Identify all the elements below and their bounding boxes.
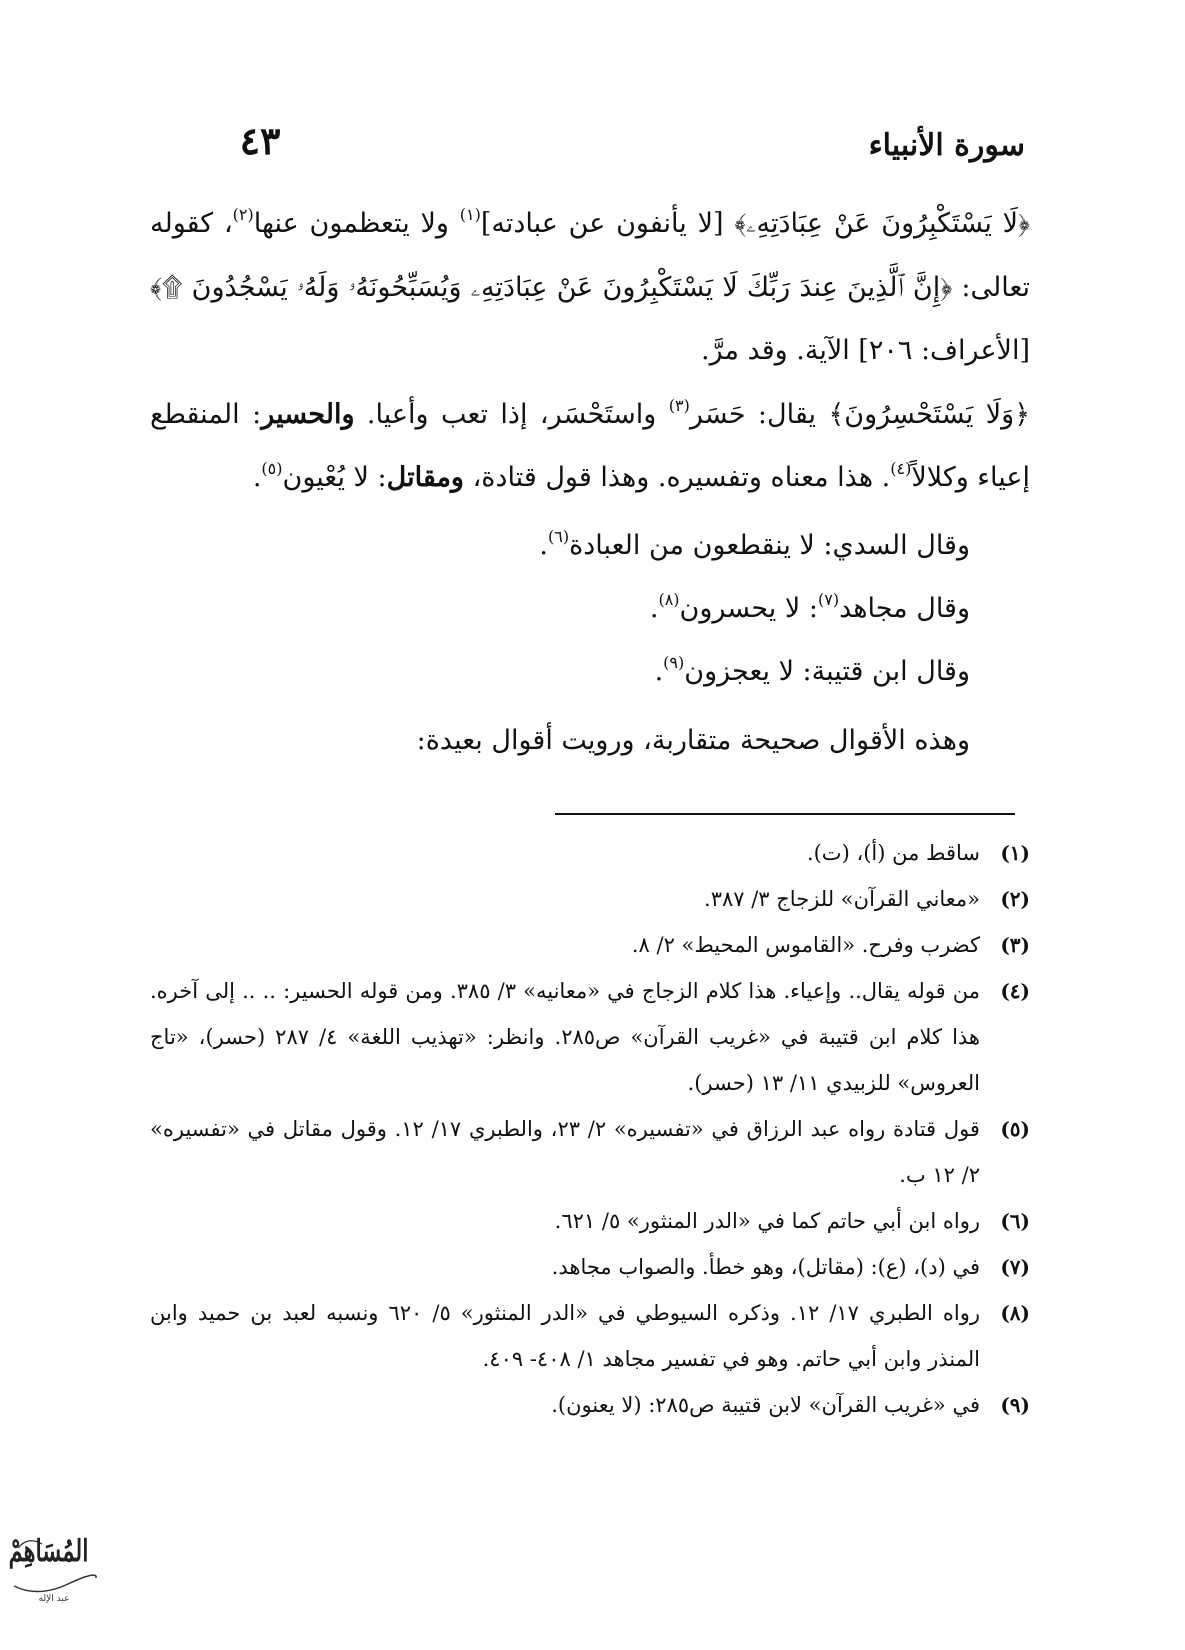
- footnote-item: [150, 1244, 1030, 1290]
- footnote-ref[interactable]: (٧): [818, 589, 840, 609]
- footnote-item: [150, 922, 1030, 968]
- stamp-subtext: عبد الإله: [38, 1594, 70, 1604]
- footnote-item: [150, 830, 1030, 876]
- footnote-number: (١): [1000, 841, 1030, 865]
- footnote-text: رواه الطبري ١٧/ ١٢. وذكره السيوطي في «الدر المنثور» ٥/ ٦٢٠ ونسبه لعبد بن حميد وابن المنذر وابن أبي حاتم. وهو في تفسير مجاهد ١/ ٤٠٨- ٤٠٩.: [150, 1301, 980, 1371]
- quran-verse: ﴿لَا يَسْتَكْبِرُونَ عَنْ عِبَادَتِهِۦ﴾: [734, 208, 1030, 239]
- quran-verse: ﴿إِنَّ ٱلَّذِينَ عِندَ رَبِّكَ لَا يَسْتَكْبِرُونَ عَنْ عِبَادَتِهِۦ وَيُسَبِّحُونَهُۥ وَلَهُۥ يَسْجُدُونَ ۩﴾: [150, 271, 953, 303]
- main-text: [150, 192, 1030, 772]
- footnote-divider: [555, 813, 1015, 815]
- footnote-ref[interactable]: (١): [459, 205, 481, 224]
- paragraph-5: وقال ابن قتيبة: لا يعجزون$^{(٩)}$.: [654, 652, 970, 687]
- footnote-number: (٧): [1000, 1255, 1030, 1279]
- footnote-ref[interactable]: (٣): [668, 395, 690, 415]
- footnote-item: [150, 1198, 1030, 1244]
- running-header-title: سورة الأنبياء: [868, 128, 1025, 163]
- footnote-text: من قوله يقال.. وإعياء. هذا كلام الزجاج في «معانيه» ٣/ ٣٨٥. ومن قوله الحسير: .. .. إلى آخره. هذا كلام ابن قتيبة في «غريب القرآن» ص٢٨٥. وانظر: «تهذيب اللغة» ٤/ ٢٨٧ (حسر)، «تاج العروس» للزبيدي ١١/ ١٣ (حسر).: [150, 979, 980, 1095]
- footnote-ref[interactable]: (٥): [261, 459, 283, 478]
- footnote-item: [150, 1382, 1030, 1428]
- footnote-number: (٤): [1000, 979, 1030, 1003]
- quran-verse: ﴿وَلَا يَسْتَحْسِرُونَ﴾: [828, 398, 1031, 430]
- footnote-text: «معاني القرآن» للزجاج ٣/ ٣٨٧.: [704, 887, 980, 911]
- publisher-stamp-logo: [8, 1528, 100, 1624]
- footnote-number: (٨): [1000, 1301, 1030, 1325]
- footnote-text: كضرب وفرح. «القاموس المحيط» ٢/ ٨.: [631, 933, 980, 957]
- footnote-item: [150, 1106, 1030, 1198]
- footnotes: [150, 830, 1030, 1428]
- footnote-text: قول قتادة رواه عبد الرزاق في «تفسيره» ٢/ ٢٣، والطبري ١٧/ ١٢. وقول مقاتل في «تفسيره» ٢/ ١٢ ب.: [150, 1117, 980, 1187]
- quotes-block: [150, 514, 1030, 772]
- footnote-item: [150, 968, 1030, 1106]
- footnote-number: (٦): [1000, 1209, 1030, 1233]
- footnote-ref[interactable]: (٤): [890, 459, 912, 478]
- footnote-ref[interactable]: (٦): [548, 526, 570, 546]
- footnote-number: (٥): [1000, 1117, 1030, 1141]
- footnote-text: في (د)، (ع): (مقاتل)، وهو خطأ. والصواب مجاهد.: [551, 1255, 980, 1279]
- footnote-number: (٩): [1000, 1393, 1030, 1417]
- page-number: ٤٣: [239, 118, 281, 163]
- paragraph-6: وهذه الأقوال صحيحة متقاربة، ورويت أقوال بعيدة:: [416, 724, 970, 756]
- paragraph-4: وقال مجاهد$^{(٧)}$: لا يحسرون$^{(٨)}$.: [649, 589, 970, 624]
- paragraph-3: وقال السدي: لا ينقطعون من العبادة$^{(٦)}$.: [539, 526, 970, 561]
- footnote-item: [150, 1290, 1030, 1382]
- paragraph-2: ﴿وَلَا يَسْتَحْسِرُونَ﴾ يقال: حَسَر$^{(٣)}$ واستَحْسَر، إذا تعب وأعيا. والحسير: المنقطع إعياء وكلالاً$^{(٤)}$. هذا معناه وتفسيره. وهذا قول قتادة، ومقاتل: لا يُعْيون$^{(٥)}$.: [150, 395, 1031, 493]
- footnote-number: (٢): [1000, 887, 1030, 911]
- footnote-ref[interactable]: (٨): [658, 589, 680, 609]
- footnote-item: [150, 876, 1030, 922]
- footnote-ref[interactable]: (٩): [663, 652, 685, 672]
- footnote-text: رواه ابن أبي حاتم كما في «الدر المنثور» ٥/ ٦٢١.: [554, 1209, 980, 1233]
- footnote-number: (٣): [1000, 933, 1030, 957]
- stamp-text: المُسَاهِمْ: [8, 1534, 89, 1569]
- footnote-ref[interactable]: (٢): [232, 205, 254, 224]
- footnote-text: في «غريب القرآن» لابن قتيبة ص٢٨٥: (لا يعنون).: [551, 1393, 980, 1417]
- footnote-text: ساقط من (أ)، (ت).: [806, 841, 980, 865]
- paragraph-1: ﴿لَا يَسْتَكْبِرُونَ عَنْ عِبَادَتِهِۦ﴾ [لا يأنفون عن عبادته]$^{(١)}$ ولا يتعظمون عنها$^{(٢)}$، كقوله تعالى: ﴿إِنَّ ٱلَّذِينَ عِندَ رَبِّكَ لَا يَسْتَكْبِرُونَ عَنْ عِبَادَتِهِۦ وَيُسَبِّحُونَهُۥ وَلَهُۥ يَسْجُدُونَ ۩﴾ [الأعراف: ٢٠٦] الآية. وقد مرَّ.: [150, 205, 1030, 366]
